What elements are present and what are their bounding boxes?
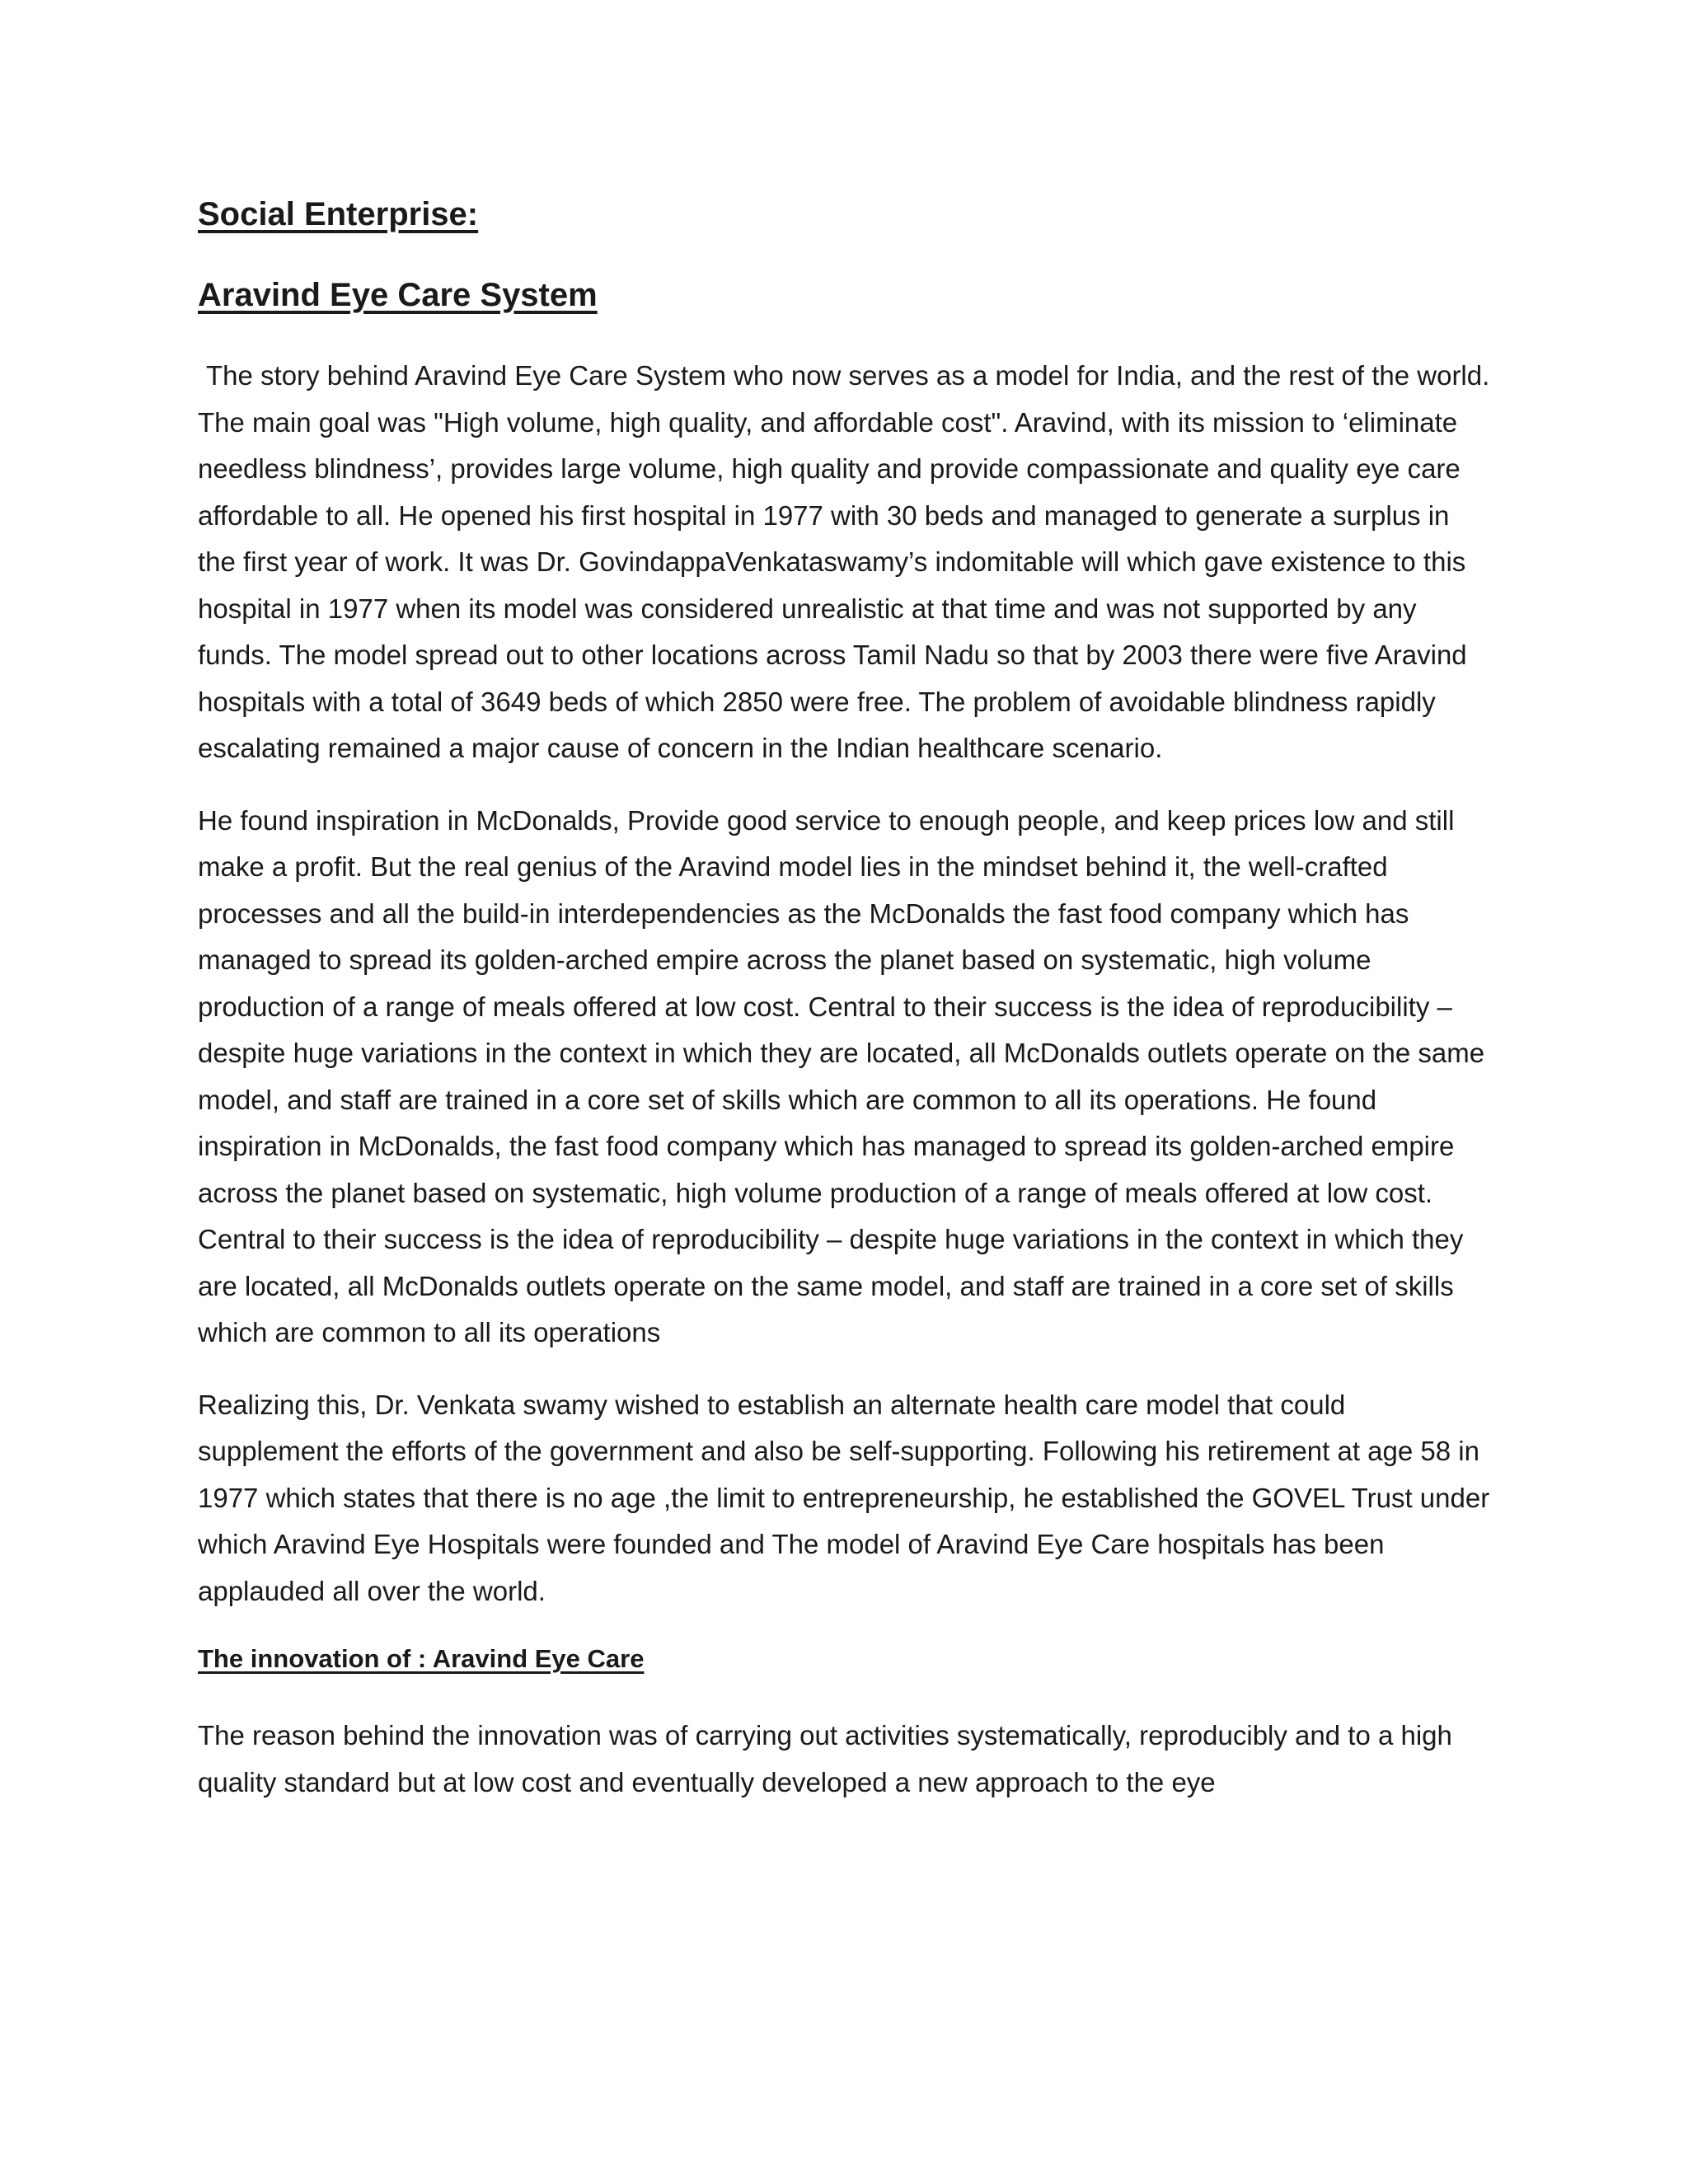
page-title: Social Enterprise: [198,196,479,232]
document-body [198,191,1492,1831]
paragraph-1: The story behind Aravind Eye Care System who now serves as a model for India, and the rest of the world. The main goal was "High volume, high quality, and affordable cost". Aravind, with its mission to ‘eliminate needless blindness’, provides large volume, high quality and provide compassionate and quality eye care affordable to all. He opened his first hospital in 1977 with 30 beds and managed to generate a surplus in the first year of work. It was Dr. GovindappaVenkataswamy’s indomitable will which gave existence to this hospital in 1977 when its model was considered unrealistic at that time and was not supported by any funds. The model spread out to other locations across Tamil Nadu so that by 2003 there were five Aravind hospitals with a total of 3649 beds of which 2850 were free. The problem of avoidable blindness rapidly escalating remained a major cause of concern in the Indian healthcare scenario. [198,360,1490,763]
paragraph-2: He found inspiration in McDonalds, Provide good service to enough people, and keep prices low and still make a profit. But the real genius of the Aravind model lies in the mindset behind it, the well-crafted processes and all the build-in interdependencies as the McDonalds the fast food company which has managed to spread its golden-arched empire across the planet based on systematic, high volume production of a range of meals offered at low cost. Central to their success is the idea of reproducibility – despite huge variations in the context in which they are located, all McDonalds outlets operate on the same model, and staff are trained in a core set of skills which are common to all its operations. He found inspiration in McDonalds, the fast food company which has managed to spread its golden-arched empire across the planet based on systematic, high volume production of a range of meals offered at low cost. Central to their success is the idea of reproducibility – despite huge variations in the context in which they are located, all McDonalds outlets operate on the same model, and staff are trained in a core set of skills which are common to all its operations [198,804,1485,1347]
section-heading: The innovation of : Aravind Eye Care [198,1644,645,1673]
page-subtitle: Aravind Eye Care System [198,277,598,313]
section-paragraph: The reason behind the innovation was of carrying out activities systematically, reproducibly and to a high quality standard but at low cost and eventually developed a new approach to the eye [198,1720,1452,1797]
paragraph-3: Realizing this, Dr. Venkata swamy wished to establish an alternate health care model that could supplement the efforts of the government and also be self-supporting. Following his retirement at age 58 in 1977 which states that there is no age ,the limit to entrepreneurship, he established the GOVEL Trust under which Aravind Eye Hospitals were founded and The model of Aravind Eye Care hospitals has been applauded all over the world. [198,1389,1490,1606]
